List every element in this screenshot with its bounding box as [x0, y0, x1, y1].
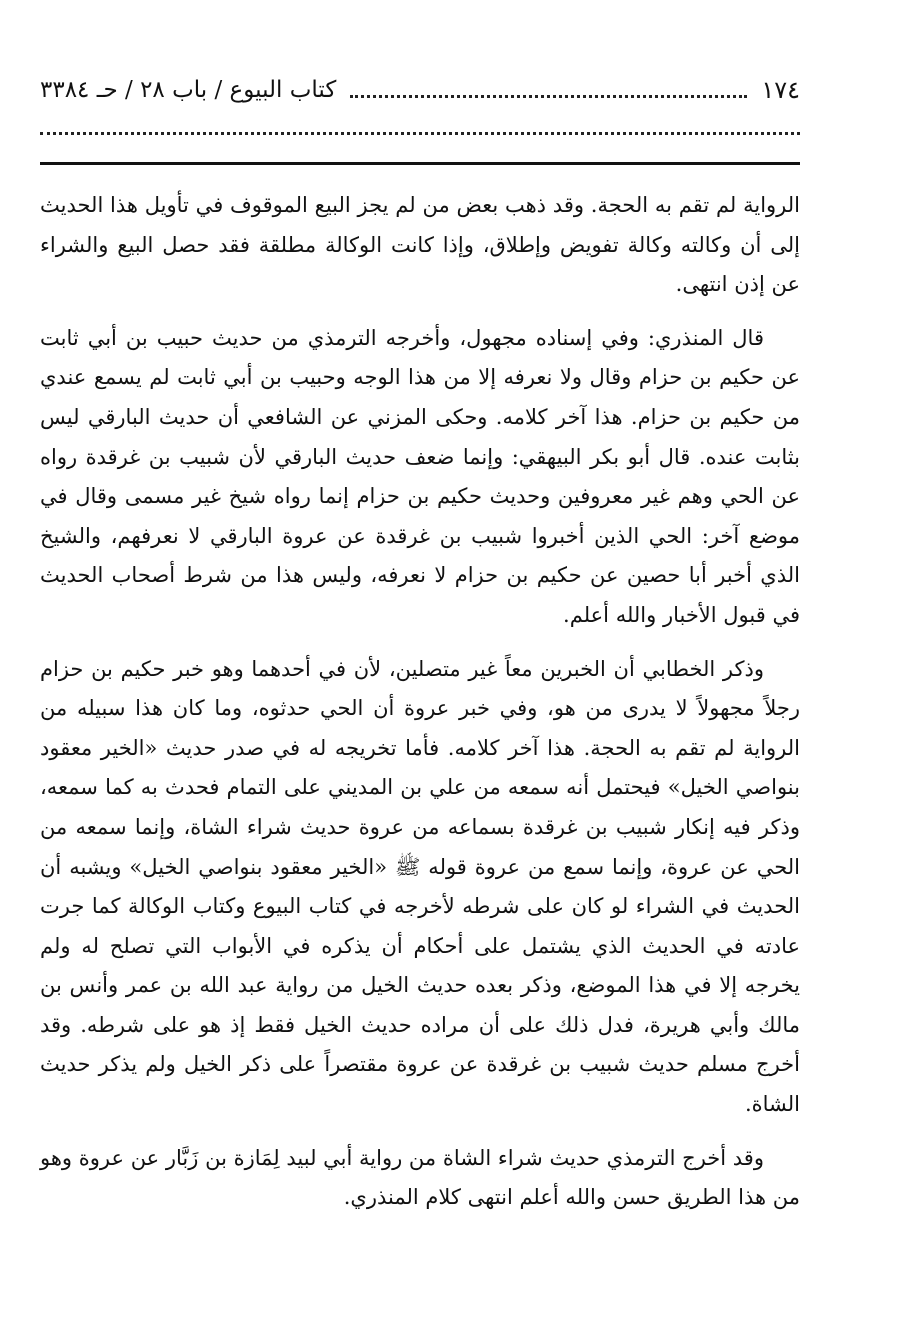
- header-rule: [40, 162, 800, 165]
- running-head: [40, 70, 800, 110]
- leader-dots: [350, 95, 747, 98]
- paragraph-mundhiri: قال المنذري: وفي إسناده مجهول، وأخرجه الترمذي من حديث حبيب بن أبي ثابت عن حكيم بن حزام وقال ولا نعرفه إلا من هذا الوجه وحبيب بن أبي ثابت لم يسمع عندي من حكيم بن حزام. هذا آخر كلامه. وحكى المزني عن الشافعي أن حديث البارقي ليس بثابت عنده. قال أبو بكر البيهقي: وإنما ضعف حديث البارقي لأن شبيب بن غرقدة رواه عن الحي وهم غير معروفين وحديث حكيم بن حزام إنما رواه شيخ غير مسمى وقال في موضع آخر: الحي الذين أخبروا شبيب بن غرقدة عن عروة البارقي لا نعرفهم، والشيخ الذي أخبر أبا حصين عن حكيم بن حزام لا نعرفه، وليس هذا من شرط أصحاب الحديث في قبول الأخبار والله أعلم.: [40, 325, 800, 627]
- paragraph-continuation: الرواية لم تقم به الحجة. وقد ذهب بعض من لم يجز البيع الموقوف في تأويل هذا الحديث إلى أن وكالته وكالة تفويض وإطلاق، وإذا كانت الوكالة مطلقة فقد حصل البيع والشراء عن إذن انتهى.: [40, 193, 800, 297]
- page-number: ١٧٤: [761, 76, 800, 104]
- dotted-separator: [40, 132, 800, 135]
- body-text: [40, 186, 800, 1218]
- section-reference: كتاب البيوع / باب ٢٨ / حـ ٣٣٨٤: [40, 77, 337, 103]
- paragraph-tirmidhi: وقد أخرج الترمذي حديث شراء الشاة من رواية أبي لبيد لِمَازة بن زَبَّار عن عروة وهو من هذا الطريق حسن والله أعلم انتهى كلام المنذري.: [40, 1145, 800, 1210]
- paragraph-khattabi: وذكر الخطابي أن الخبرين معاً غير متصلين، لأن في أحدهما وهو خبر حكيم بن حزام رجلاً مجهولاً لا يدرى من هو، وفي خبر عروة أن الحي حدثوه، وما كان هذا سبيله من الرواية لم تقم به الحجة. هذا آخر كلامه. فأما تخريجه له في صدر حديث «الخير معقود بنواصي الخيل» فيحتمل أنه سمعه من علي بن المديني على التمام فحدث به كما سمعه، وذكر فيه إنكار شبيب بن غرقدة بسماعه من عروة حديث شراء الشاة، وإنما سمعه من الحي عن عروة، وإنما سمع من عروة قوله ﷺ «الخير معقود بنواصي الخيل» ويشبه أن الحديث في الشراء لو كان على شرطه لأخرجه في كتاب البيوع وكتاب الوكالة كما جرت عادته في الحديث الذي يشتمل على أحكام أن يذكره في الأبواب التي تصلح له ولم يخرجه إلا في هذا الموضع، وذكر بعده حديث الخيل من رواية عبد الله بن عمر وأنس بن مالك وأبي هريرة، فدل ذلك على أن مراده حديث الخيل فقط إذ هو على شرطه. وقد أخرج مسلم حديث شبيب بن غرقدة عن عروة مقتصراً على ذكر الخيل ولم يذكر حديث الشاة.: [40, 656, 800, 1117]
